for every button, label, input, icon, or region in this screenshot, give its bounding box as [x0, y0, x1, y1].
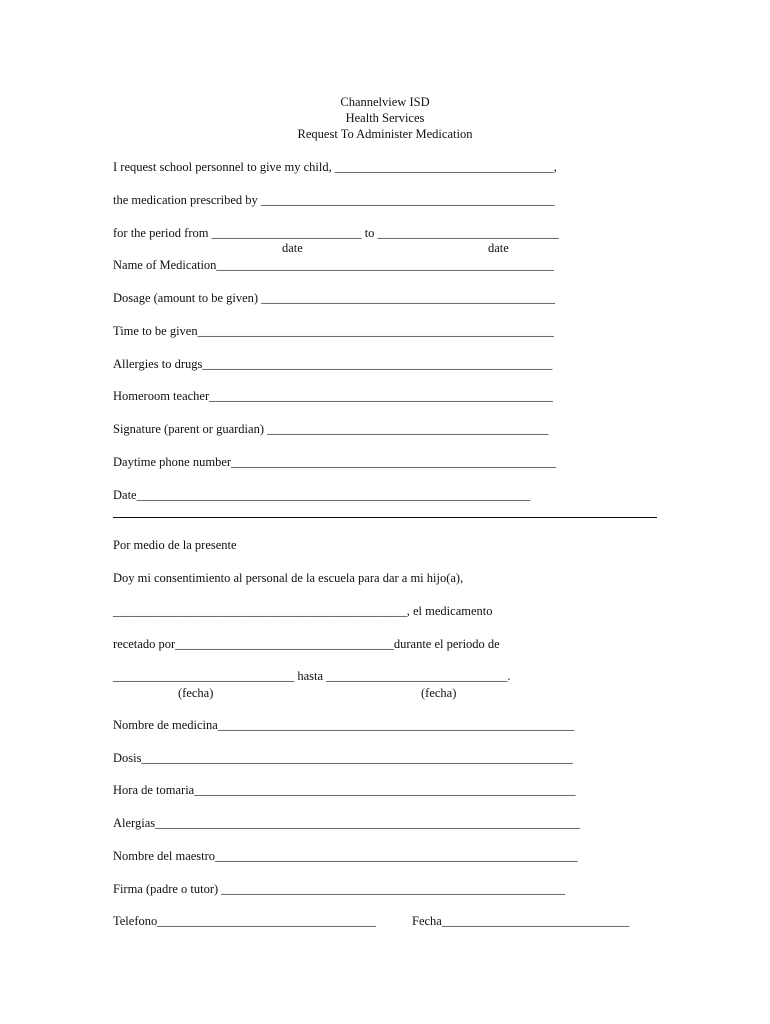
spanish-date-field[interactable]: Fecha______________________________ [412, 914, 630, 928]
spanish-teacher-field[interactable]: Nombre del maestro__________________________________________________________ [113, 849, 578, 863]
allergies-field[interactable]: Allergies to drugs________________________________________________________ [113, 357, 553, 371]
signature-field[interactable]: Signature (parent or guardian) _____________________________________________ [113, 422, 549, 436]
spanish-medicine-name-field[interactable]: Nombre de medicina_________________________________________________________ [113, 718, 575, 732]
spanish-signature-field[interactable]: Firma (padre o tutor) _______________________________________________________ [113, 882, 566, 896]
spanish-phone-field[interactable]: Telefono___________________________________ [113, 914, 376, 928]
spanish-intro: Por medio de la presente [113, 538, 237, 552]
spanish-child-field[interactable]: _______________________________________________, el medicamento [113, 604, 493, 618]
medication-name-field[interactable]: Name of Medication______________________________________________________ [113, 258, 554, 272]
section-divider [113, 517, 657, 518]
prescribed-by-field[interactable]: the medication prescribed by _______________________________________________ [113, 193, 555, 207]
time-field[interactable]: Time to be given_________________________________________________________ [113, 324, 554, 338]
period-field[interactable]: for the period from ________________________ to _____________________________ [113, 226, 559, 240]
date-label-end: date [488, 241, 509, 255]
dosage-field[interactable]: Dosage (amount to be given) _______________________________________________ [113, 291, 555, 305]
daytime-phone-field[interactable]: Daytime phone number____________________________________________________ [113, 455, 557, 469]
district-name: Channelview ISD [340, 95, 430, 109]
fecha-label-start: (fecha) [178, 686, 214, 700]
form-title: Request To Administer Medication [297, 127, 473, 141]
date-label-start: date [282, 241, 303, 255]
spanish-time-field[interactable]: Hora de tomaria_____________________________________________________________ [113, 783, 576, 797]
spanish-period-field[interactable]: _____________________________ hasta _____________________________. [113, 669, 511, 683]
request-child-field[interactable]: I request school personnel to give my child, ___________________________________, [113, 160, 557, 174]
date-field[interactable]: Date_______________________________________________________________ [113, 488, 531, 502]
spanish-dose-field[interactable]: Dosis_____________________________________________________________________ [113, 751, 573, 765]
spanish-consent: Doy mi consentimiento al personal de la escuela para dar a mi hijo(a), [113, 571, 464, 585]
spanish-prescribed-field[interactable]: recetado por___________________________________durante el periodo de [113, 637, 500, 651]
spanish-allergies-field[interactable]: Alergias____________________________________________________________________ [113, 816, 581, 830]
fecha-label-end: (fecha) [421, 686, 457, 700]
homeroom-teacher-field[interactable]: Homeroom teacher_______________________________________________________ [113, 389, 553, 403]
department-name: Health Services [345, 111, 425, 125]
